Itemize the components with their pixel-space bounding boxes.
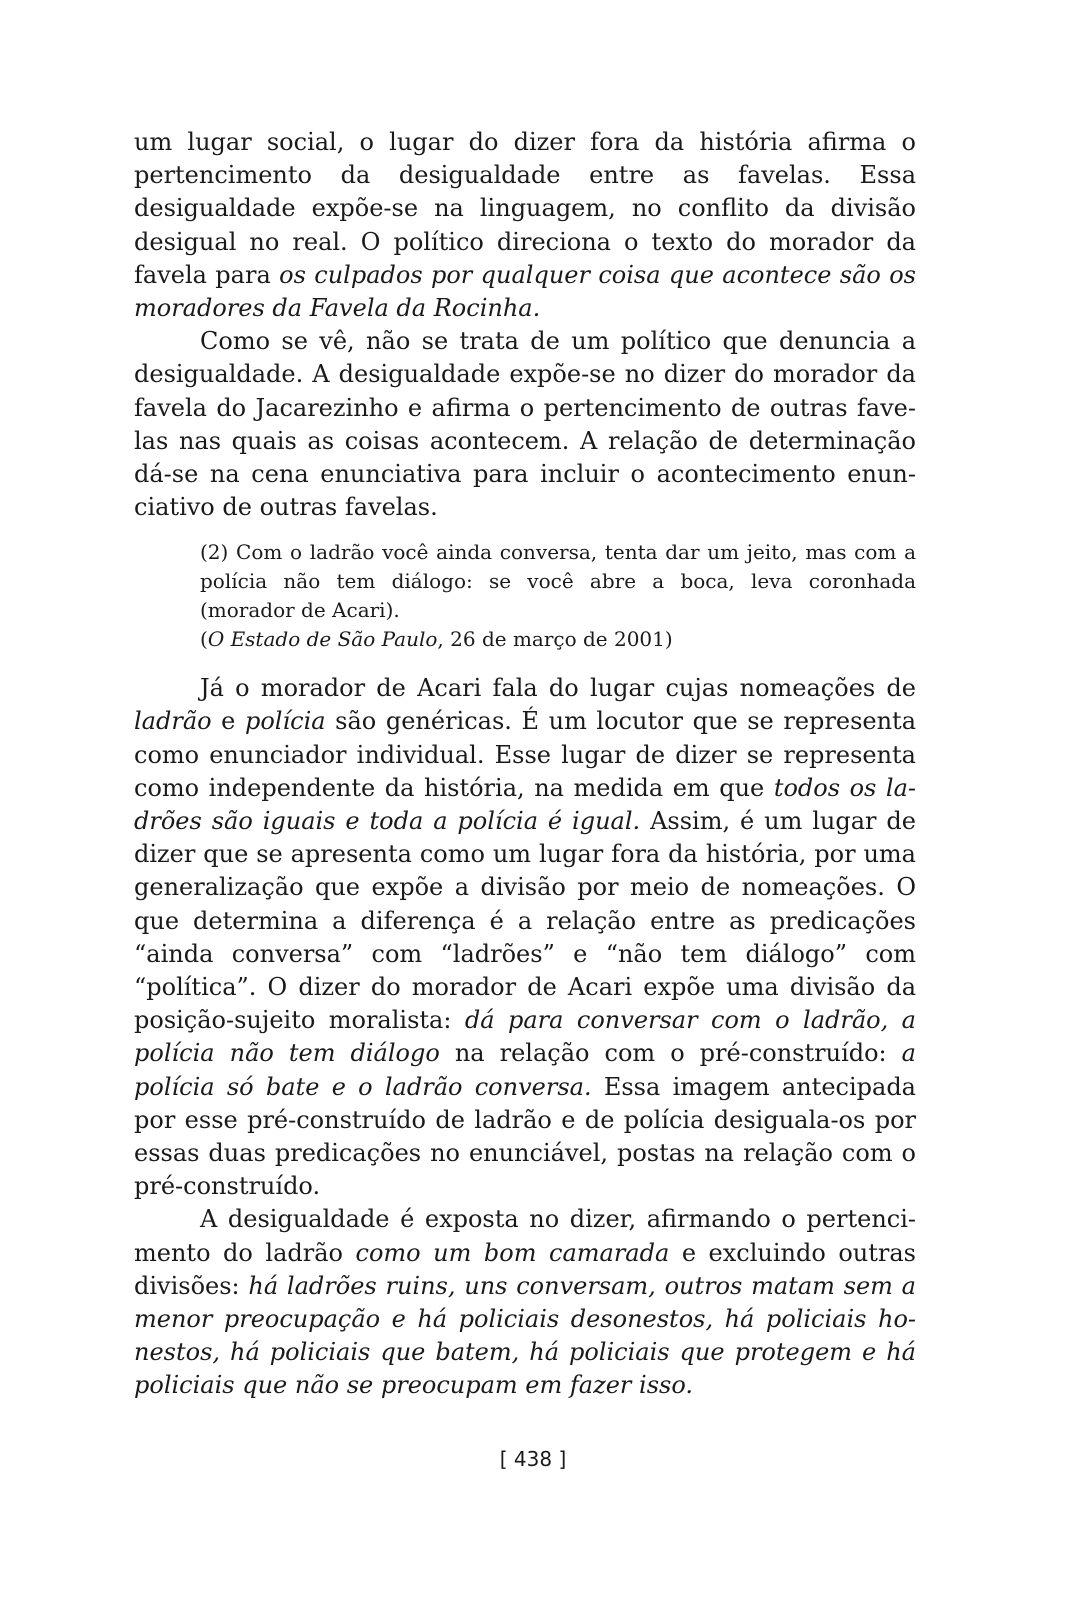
paragraph-4-seg-1: como um bom camarada <box>355 1238 670 1267</box>
paragraph-3-seg-6: Assim, é um lugar de dizer que se apresenta como um lugar fora da história, por uma generalização que expõe a divisão por meio de nomeações. O que determina a diferença é a relação entre as predicações “ainda conversa” com “ladrões” e “não tem diálogo” com “política”. O dizer do morador de Acari expõe uma divisão da posição-sujeito moralista: <box>134 807 917 1035</box>
quote-source <box>200 624 916 654</box>
paragraph-3-seg-9: a polícia só bate e o ladrão conversa. <box>134 1039 916 1101</box>
paragraph-3-seg-5: todos os ladrões são iguais e toda a polícia é igual. <box>134 773 916 836</box>
page-number: [ 438 ] <box>499 1447 567 1471</box>
paragraph-2 <box>134 325 916 524</box>
paragraph-4 <box>134 1203 916 1402</box>
quote-source-rest: , 26 de março de 2001) <box>437 627 673 652</box>
paragraph-2-text: Como se vê, não se trata de um político que denuncia a desigualdade. A desigualdade expõe-se no dizer do morador da favela do Jacarezinho e afirma o pertencimento de outras favelas nas quais as coisas acontecem. A relação de determinação dá-se na cena enunciativa para incluir o acontecimento enunciativo de outras favelas. <box>134 327 916 522</box>
paragraph-3-seg-4: são genéricas. É um locutor que se representa como enunciador individual. Esse lugar de dizer se representa como independente da história, na medida em que <box>134 707 917 802</box>
paragraph-1-text: um lugar social, o lugar do dizer fora da história afirma o pertencimento da desigualdade entre as favelas. Essa desigualdade expõe-se na linguagem, no conflito da divisão desigual no real. O político direciona o texto do morador da favela para <box>134 128 916 289</box>
paragraph-3-seg-8: na relação com o pré-construído: <box>439 1039 902 1068</box>
page-body <box>134 126 916 1403</box>
quote-source-title: O Estado de São Paulo <box>207 627 438 652</box>
paragraph-3 <box>134 672 916 1203</box>
block-quote <box>200 538 916 654</box>
paragraph-3-seg-7: dá para conversar com o ladrão, a polícia não tem diálogo <box>134 1006 916 1068</box>
paragraph-1-italic: os culpados por qualquer coisa que acontece são os moradores da Favela da Rocinha. <box>134 260 916 323</box>
paragraph-4-seg-2: e excluindo outras divisões: <box>134 1238 916 1300</box>
quote-text: (2) Com o ladrão você ainda conversa, tenta dar um jeito, mas com a polícia não tem diálogo: se você abre a boca, leva coronhada (morador de Acari). <box>200 540 916 622</box>
paragraph-4-seg-3: há ladrões ruins, uns conversam, outros matam sem a menor preocupação e há policiais desonestos, há policiais honestos, há policiais que batem, há policiais que protegem e há policiais que não se preocupam em fazer isso. <box>134 1271 916 1400</box>
quote-source-open: ( <box>200 627 208 652</box>
paragraph-3-seg-10: Essa imagem antecipada por esse pré-construído de ladrão e de polícia desiguala-os por essas duas predicações no enunciável, postas na relação com o pré-construído. <box>134 1072 916 1201</box>
paragraph-3-seg-2: e <box>211 707 245 736</box>
paragraph-4-seg-0: A desigualdade é exposta no dizer, afirmando o pertencimento do ladrão <box>134 1205 916 1267</box>
paragraph-1 <box>134 126 916 325</box>
paragraph-3-seg-1: ladrão <box>134 707 212 736</box>
paragraph-3-seg-0: Já o morador de Acari fala do lugar cujas nomeações de <box>200 674 916 703</box>
paragraph-3-seg-3: polícia <box>244 707 326 736</box>
